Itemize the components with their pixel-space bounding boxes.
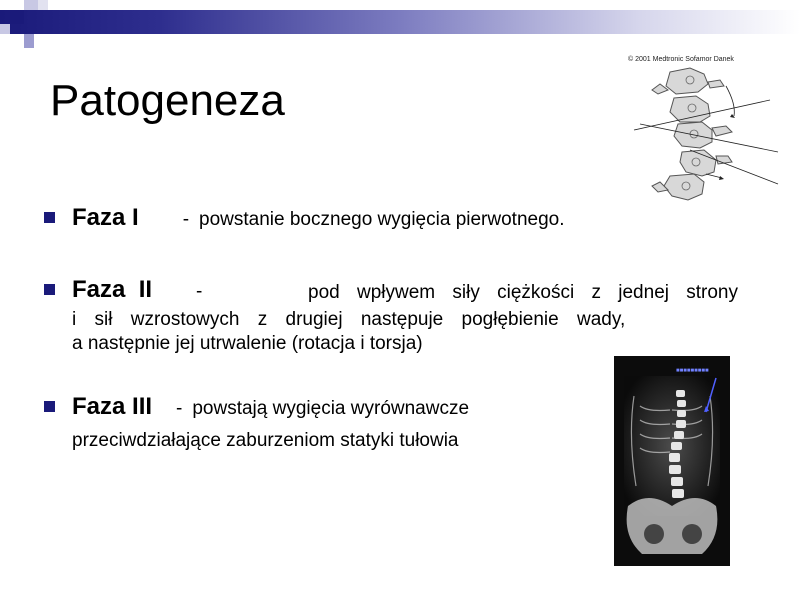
bullet-square-icon: [44, 212, 55, 223]
phase-description-line: i sił wzrostowych z drugiej następuje pogłębienie wady,: [72, 309, 626, 330]
bullet-square-icon: [44, 284, 55, 295]
xray-caption: ■■■■■■■■■: [676, 368, 709, 374]
phase-description-line: a następnie jej utrwalenie (rotacja i torsja): [72, 333, 423, 354]
phase-label: Faza II: [72, 276, 153, 303]
corner-square-light: [24, 0, 38, 10]
corner-square-light: [0, 24, 10, 34]
corner-square-faint: [38, 0, 48, 10]
phase-label: Faza III: [72, 393, 153, 420]
phase-separator: -: [176, 398, 183, 419]
phase-description: powstanie bocznego wygięcia pierwotnego.: [199, 209, 565, 230]
phase-description-line: powstają wygięcia wyrównawcze: [192, 398, 470, 419]
spine-xray-photo-icon: [614, 356, 730, 566]
slide-title: Patogeneza: [50, 76, 285, 125]
phase-description-line: pod wpływem siły ciężkości z jednej strony: [308, 282, 738, 303]
corner-square-mid: [24, 34, 34, 48]
phase-separator: -: [182, 209, 190, 230]
corner-square-dark: [10, 10, 24, 24]
phase-separator: -: [196, 281, 203, 302]
phase-description-line: przeciwdziałające zaburzeniom statyki tułowia: [72, 430, 459, 451]
bullet-square-icon: [44, 401, 55, 412]
spine-vertebrae-drawing-icon: [630, 64, 780, 204]
image-credit: © 2001 Medtronic Sofamor Danek: [628, 56, 734, 63]
header-gradient-band: [0, 10, 800, 34]
phase-label: Faza I: [72, 204, 139, 231]
